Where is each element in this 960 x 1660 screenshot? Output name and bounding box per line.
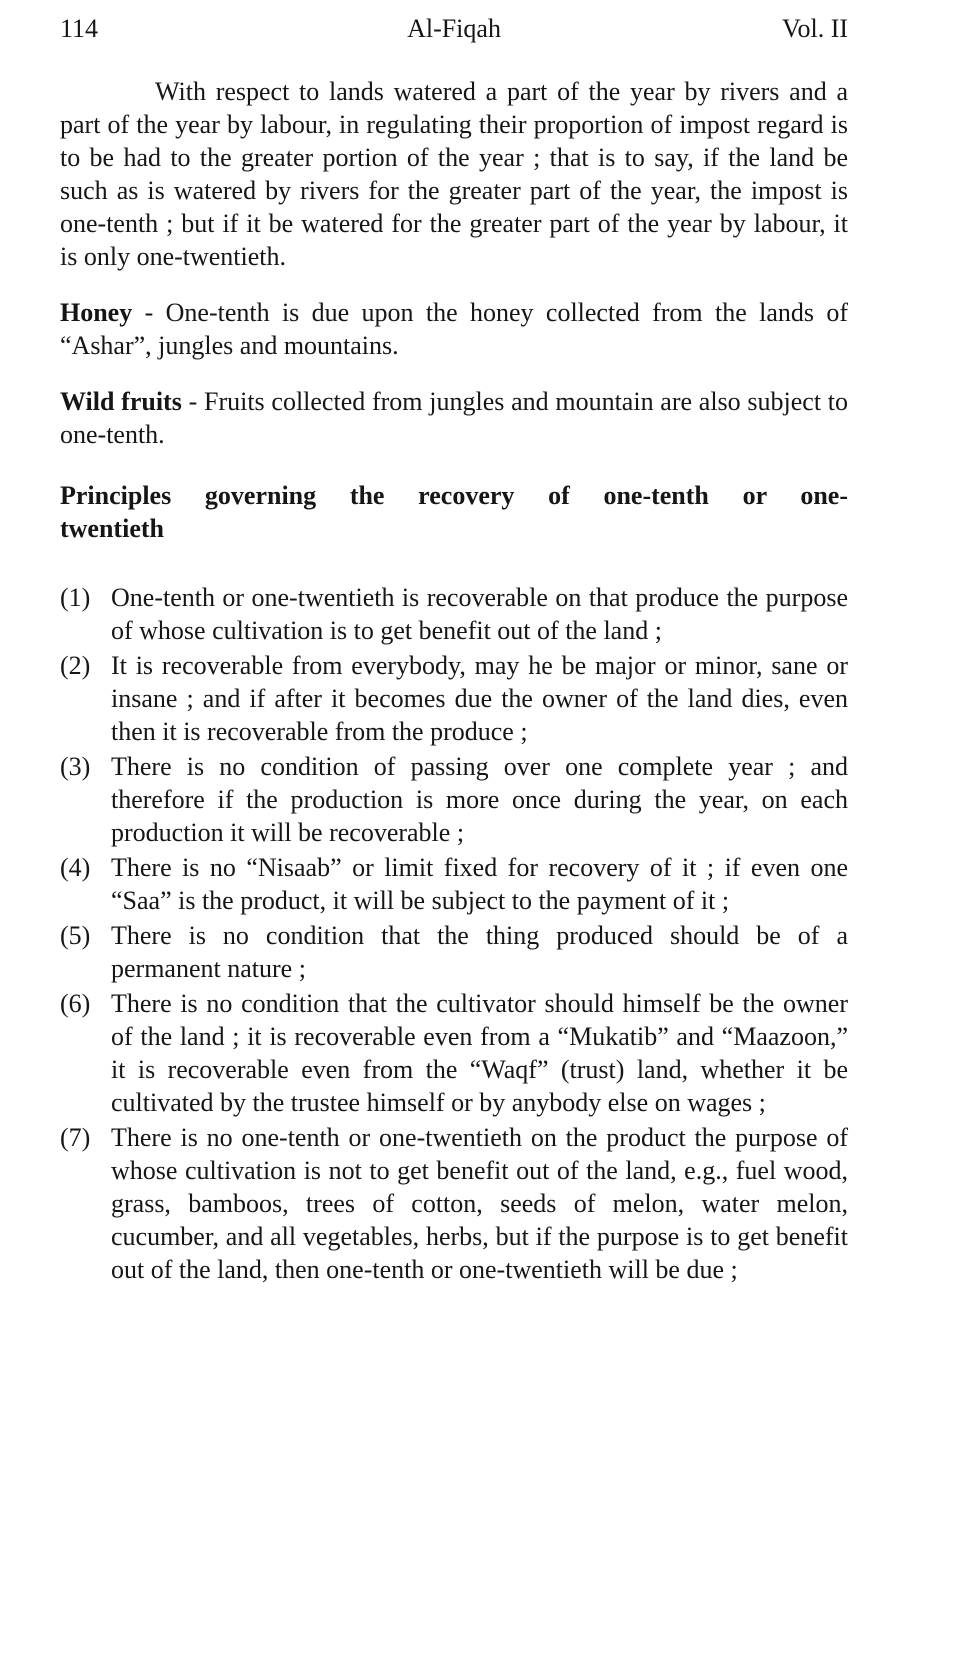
section-heading-principles bbox=[60, 479, 848, 545]
item-number: (5) bbox=[60, 921, 91, 950]
section-heading-line1: Principles governing the recovery of one-tenth or one- bbox=[60, 481, 848, 510]
item-number: (3) bbox=[60, 752, 91, 781]
page-header bbox=[60, 12, 848, 45]
item-text: There is no condition that the thing produced should be of a permanent nature ; bbox=[111, 921, 848, 983]
item-text: It is recoverable from everybody, may he be major or minor, sane or insane ; and if after it becomes due the owner of the land dies, even then it is recoverable from the produce ; bbox=[111, 651, 848, 746]
honey-dash: - bbox=[144, 298, 154, 327]
page-number: 114 bbox=[60, 14, 99, 43]
paragraph-honey bbox=[60, 296, 848, 362]
item-text: There is no condition that the cultivator should himself be the owner of the land ; it is recoverable even from a “Mukatib” and “Maazoon,” it is recoverable even from the “Waqf” (trust) land, whether it be cultivated by the trustee himself or by anybody else on wages ; bbox=[111, 989, 848, 1117]
item-text: There is no “Nisaab” or limit fixed for recovery of it ; if even one “Saa” is the product, it will be subject to the payment of it ; bbox=[111, 853, 848, 915]
wild-fruits-label: Wild fruits bbox=[60, 387, 182, 416]
item-number: (2) bbox=[60, 651, 91, 680]
item-number: (6) bbox=[60, 989, 91, 1018]
item-text: There is no one-tenth or one-twentieth on the product the purpose of whose cultivation is not to get benefit out of the land, e.g., fuel wood, grass, bamboos, trees of cotton, seeds of melon, water melon, cucumber, and all vegetables, herbs, but if the purpose is to get benefit out of the land, then one-tenth or one-twentieth will be due ; bbox=[111, 1123, 848, 1284]
paragraph-lands-watered: With respect to lands watered a part of the year by rivers and a part of the year by labour, in regulating their proportion of impost regard is to be had to the greater portion of the year ; that is to say, if the land be such as is watered by rivers for the greater part of the year, the impost is one-tenth ; but if it be watered for the greater part of the year by labour, it is only one-twentieth. bbox=[60, 77, 848, 271]
list-item-4 bbox=[60, 851, 848, 917]
list-item-7 bbox=[60, 1121, 848, 1286]
honey-label: Honey bbox=[60, 298, 133, 327]
honey-text: One-tenth is due upon the honey collected from the lands of “Ashar”, jungles and mountains. bbox=[60, 298, 849, 360]
list-item-3 bbox=[60, 750, 848, 849]
wild-fruits-text: Fruits collected from jungles and mountain are also subject to one-tenth. bbox=[60, 387, 848, 449]
volume-label: Vol. II bbox=[782, 14, 849, 43]
list-item-2 bbox=[60, 649, 848, 748]
item-number: (7) bbox=[60, 1123, 91, 1152]
item-number: (4) bbox=[60, 853, 91, 882]
running-title: Al-Fiqah bbox=[407, 14, 501, 43]
list-item-5 bbox=[60, 919, 848, 985]
wild-fruits-dash: - bbox=[188, 387, 198, 416]
principles-list bbox=[60, 581, 848, 1286]
section-heading-line2: twentieth bbox=[60, 514, 164, 543]
item-number: (1) bbox=[60, 583, 91, 612]
item-text: One-tenth or one-twentieth is recoverable on that produce the purpose of whose cultivation is to get benefit out of the land ; bbox=[111, 583, 848, 645]
list-item-6 bbox=[60, 987, 848, 1119]
item-text: There is no condition of passing over one complete year ; and therefore if the production is more once during the year, on each production it will be recoverable ; bbox=[111, 752, 848, 847]
paragraph-wild-fruits bbox=[60, 385, 848, 451]
list-item-1 bbox=[60, 581, 848, 647]
